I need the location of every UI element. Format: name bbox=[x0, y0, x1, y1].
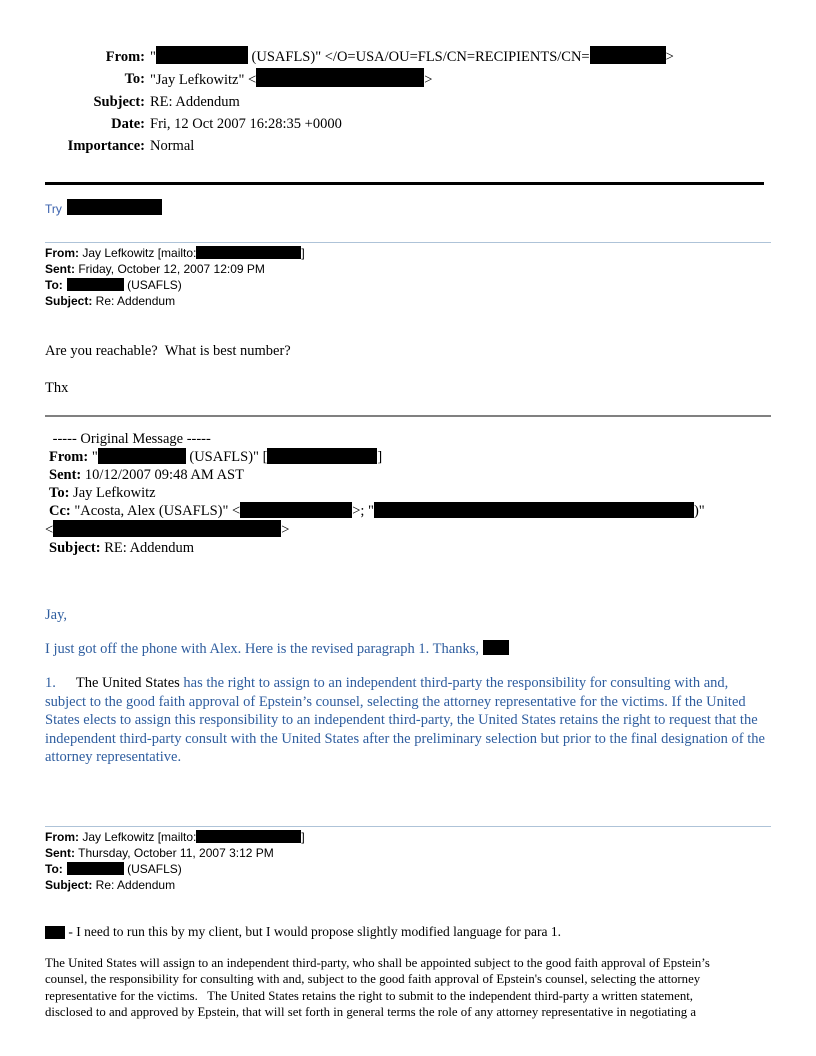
sent-value: Thursday, October 11, 2007 3:12 PM bbox=[75, 845, 274, 860]
subject-label: Subject: bbox=[93, 94, 145, 110]
to-label: To: bbox=[124, 71, 145, 87]
sent-value: 10/12/2007 09:48 AM AST bbox=[81, 467, 244, 483]
subject-label: Subject: bbox=[45, 877, 93, 892]
to-label: To: bbox=[45, 278, 63, 292]
paragraph-number: 1. bbox=[45, 675, 56, 691]
header-from-row bbox=[45, 46, 771, 68]
reply-note-text: Try bbox=[45, 202, 62, 216]
original-message-title: ----- Original Message ----- bbox=[49, 431, 211, 447]
proposal-line: - I need to run this by my client, but I would propose slightly modified language for para 1. bbox=[45, 923, 771, 940]
importance-label: Importance: bbox=[67, 138, 145, 154]
redaction-bar bbox=[156, 46, 248, 64]
subject-label: Subject: bbox=[45, 294, 93, 308]
importance-value: Normal bbox=[150, 138, 195, 154]
orig-from-row: From: " (USAFLS)" [ ] bbox=[49, 449, 383, 465]
message-line: Are you reachable? What is best number? bbox=[45, 343, 291, 359]
orig-cc-row-wrap: < > bbox=[45, 522, 290, 538]
reply2-from-row: From: Jay Lefkowitz [mailto: ] bbox=[45, 829, 305, 844]
redaction-bar bbox=[67, 199, 162, 215]
from-label: From: bbox=[105, 49, 145, 65]
thick-divider bbox=[45, 182, 764, 185]
sent-label: Sent: bbox=[45, 845, 75, 860]
cc-label: Cc: bbox=[49, 503, 71, 519]
to-value: (USAFLS) bbox=[123, 861, 182, 876]
email-header-reply1 bbox=[45, 245, 771, 309]
from-label: From: bbox=[45, 246, 79, 260]
redaction-bar bbox=[267, 448, 377, 464]
subject-value: Re: Addendum bbox=[92, 877, 176, 892]
reply2-sent-row bbox=[45, 845, 771, 861]
orig-subject-row bbox=[49, 539, 771, 557]
redaction-bar bbox=[67, 278, 124, 291]
reply1-from-row: From: Jay Lefkowitz [mailto: ] bbox=[45, 246, 305, 260]
email-header-top bbox=[45, 46, 771, 157]
intro-line: I just got off the phone with Alex. Here is the revised paragraph 1. Thanks, bbox=[45, 640, 771, 658]
from-value: Jay Lefkowitz [mailto: bbox=[79, 829, 197, 844]
orig-sent-row bbox=[49, 466, 771, 484]
revised-paragraph bbox=[45, 674, 772, 767]
orig-to-row bbox=[49, 484, 771, 502]
subject-value: RE: Addendum bbox=[100, 540, 195, 556]
to-value: "Jay Lefkowitz" < > bbox=[145, 68, 432, 91]
reply2-subject-row bbox=[45, 877, 771, 893]
to-label: To: bbox=[45, 861, 63, 876]
blue-divider bbox=[45, 826, 771, 827]
sent-value: Friday, October 12, 2007 12:09 PM bbox=[75, 262, 265, 276]
proposed-language-paragraph: The United States will assign to an independent third-party, who shall be appointed subject to the good faith approval of Epstein’s counsel, the responsibility for consulting with and, subject to the good faith approval of Epstein's counsel, selecting the attorney representative for the victims. The United States retains the right to submit to the independent third-party a written statement, disclosed to and approved by Epstein, that will set forth in general terms the role of any attorney representative in negotiating a bbox=[45, 955, 714, 1019]
gray-divider bbox=[45, 415, 771, 417]
header-importance-row bbox=[45, 135, 771, 157]
redaction-bar bbox=[45, 926, 65, 939]
redaction-bar bbox=[53, 520, 281, 537]
message-body-3 bbox=[45, 923, 771, 1021]
to-label: To: bbox=[49, 485, 70, 501]
redaction-bar bbox=[590, 46, 666, 64]
redaction-bar bbox=[374, 502, 694, 518]
original-message-header bbox=[45, 430, 771, 557]
redaction-bar bbox=[483, 640, 509, 655]
subject-value: RE: Addendum bbox=[150, 94, 240, 110]
reply-note bbox=[45, 199, 771, 217]
from-label: From: bbox=[49, 449, 89, 465]
paragraph-lead: The United States bbox=[75, 675, 184, 691]
redaction-bar bbox=[196, 246, 301, 259]
sent-label: Sent: bbox=[45, 262, 75, 276]
email-header-reply2 bbox=[45, 829, 771, 893]
redaction-bar bbox=[256, 68, 424, 87]
redaction-bar bbox=[98, 448, 186, 464]
header-to-row bbox=[45, 68, 771, 91]
blue-divider bbox=[45, 242, 771, 243]
reply2-to-row bbox=[45, 861, 771, 877]
header-subject-row bbox=[45, 91, 771, 113]
redaction-bar bbox=[240, 502, 352, 518]
redaction-bar bbox=[67, 862, 124, 875]
to-value: (USAFLS) bbox=[123, 278, 182, 292]
message-line: Thx bbox=[45, 380, 69, 396]
redaction-bar bbox=[196, 830, 301, 843]
from-value: Jay Lefkowitz [mailto: bbox=[79, 246, 197, 260]
date-value: Fri, 12 Oct 2007 16:28:35 +0000 bbox=[150, 116, 342, 132]
paragraph-body: has the right to assign to an independent third-party the responsibility for consulting with and, subject to the good faith approval of Epstein’s counsel, selecting the attorney representative for the victims. If the United States elects to assign this responsibility to an independent third-party, the United States retains the right to request that the independent third-party consult with the United States after the preliminary selection but prior to the final designation of the attorney representative. bbox=[45, 675, 769, 765]
orig-cc-row: Cc: "Acosta, Alex (USAFLS)" < >; " )" bbox=[49, 503, 705, 519]
greeting: Jay, bbox=[45, 607, 68, 623]
reply1-subject-row bbox=[45, 293, 771, 309]
message-body-2 bbox=[45, 606, 771, 767]
message-body-1 bbox=[45, 342, 771, 397]
sent-label: Sent: bbox=[49, 467, 82, 483]
date-label: Date: bbox=[111, 116, 145, 132]
from-value: " (USAFLS)" </O=USA/OU=FLS/CN=RECIPIENTS/CN= > bbox=[145, 46, 674, 68]
reply1-sent-row bbox=[45, 261, 771, 277]
subject-value: Re: Addendum bbox=[92, 294, 176, 308]
from-label: From: bbox=[45, 829, 79, 844]
reply1-to-row bbox=[45, 277, 771, 293]
subject-label: Subject: bbox=[49, 540, 101, 556]
header-date-row bbox=[45, 113, 771, 135]
to-value: Jay Lefkowitz bbox=[69, 485, 156, 501]
